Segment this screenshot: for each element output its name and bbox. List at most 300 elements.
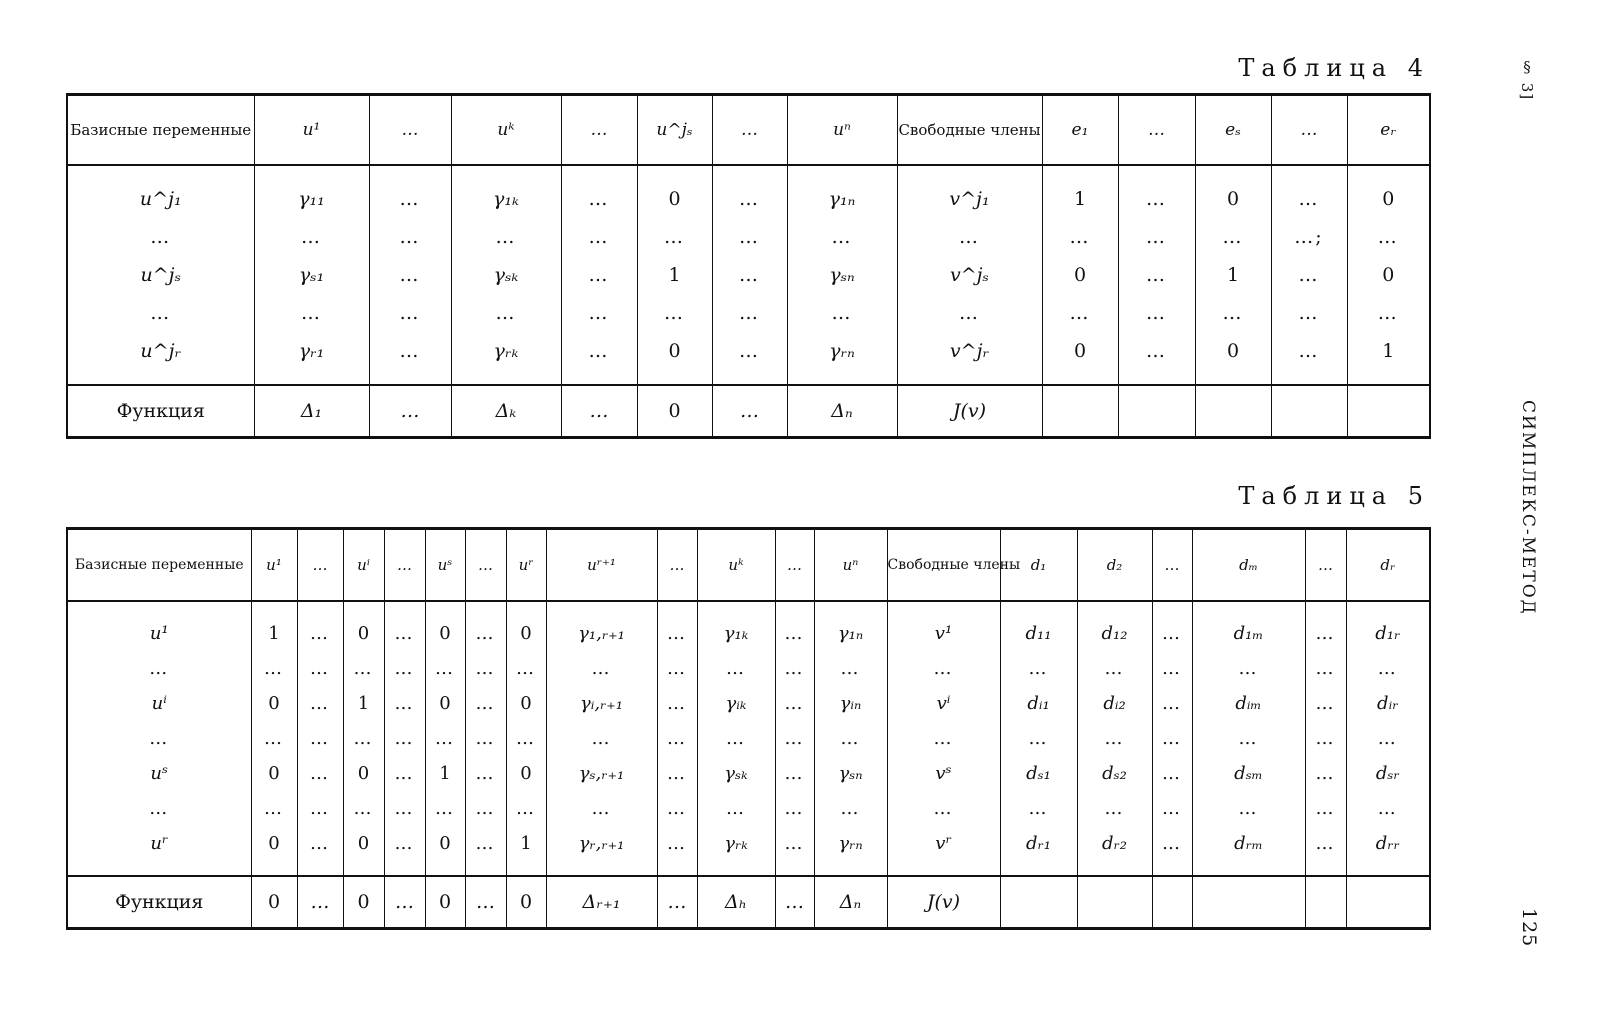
table-cell: … [1305,826,1346,861]
table-cell: … [787,218,897,256]
spacer-cell [425,601,465,616]
spacer-cell [546,601,657,616]
table-cell: … [297,651,343,686]
table-cell: γᵣₖ [697,826,775,861]
table-cell: 1 [637,256,712,294]
spacer-cell [697,861,775,876]
table-cell: … [465,616,506,651]
table-cell: v^jᵣ [897,332,1042,370]
table-cell: … [657,651,697,686]
spacer-cell [451,165,561,180]
table-cell: γₛₙ [814,756,887,791]
table-cell: … [1000,791,1077,826]
table-cell: … [1042,218,1118,256]
function-cell [1000,876,1077,929]
spacer-cell [369,165,451,180]
table-cell: 0 [251,756,297,791]
table-cell: … [1347,218,1430,256]
table-cell: γ₁₁ [254,180,369,218]
table-cell: γᵣₙ [787,332,897,370]
column-header: d₁ [1000,529,1077,602]
spacer-cell [1042,165,1118,180]
table-cell: … [297,791,343,826]
table-cell: …; [1271,218,1347,256]
table-cell: … [787,294,897,332]
table-cell: … [1118,332,1195,370]
table-cell: … [1077,721,1152,756]
table-cell: … [297,756,343,791]
table-cell: … [775,686,814,721]
table-cell: … [775,791,814,826]
table-cell: dᵣ₂ [1077,826,1152,861]
function-cell: … [775,876,814,929]
table-cell: 0 [251,826,297,861]
table-cell: 0 [1042,332,1118,370]
column-header: u¹ [251,529,297,602]
function-cell [1192,876,1305,929]
spacer-cell [1195,165,1271,180]
table-cell: … [1305,756,1346,791]
table-cell: … [1192,651,1305,686]
function-cell: … [712,385,787,438]
table-cell: 0 [343,756,384,791]
spacer-cell [561,165,637,180]
function-cell: … [465,876,506,929]
table-cell: … [297,616,343,651]
column-header: … [712,95,787,166]
table-cell: uˢ [150,763,169,784]
table-cell: … [657,616,697,651]
table-cell: … [561,294,637,332]
table-cell: γᵢₖ [697,686,775,721]
column-header: d₂ [1077,529,1152,602]
table-cell: … [775,756,814,791]
spacer-cell [297,601,343,616]
table-cell: … [1271,180,1347,218]
spacer-cell [67,861,251,876]
column-header: … [775,529,814,602]
table-cell: 0 [343,826,384,861]
table-cell: … [1152,826,1192,861]
table-cell: … [506,791,546,826]
table-cell: … [657,756,697,791]
table-cell: … [814,721,887,756]
table-row [67,256,1430,294]
table-cell: … [1305,686,1346,721]
table-cell: … [451,294,561,332]
page-number: 125 [1518,908,1540,948]
table-cell: … [369,294,451,332]
table-cell: γₛ,ᵣ₊₁ [546,756,657,791]
table-cell: … [712,332,787,370]
column-header: Базисные переменные [67,529,251,602]
function-cell: 0 [506,876,546,929]
table-cell: … [697,791,775,826]
column-header: dᵣ [1346,529,1430,602]
table-cell: … [1118,256,1195,294]
function-cell: 0 [637,385,712,438]
table-cell: … [465,686,506,721]
table-cell: … [506,651,546,686]
table-cell: … [1152,756,1192,791]
table-cell: … [369,332,451,370]
table-cell: … [1195,294,1271,332]
table-cell: … [887,651,1000,686]
table-cell: … [897,218,1042,256]
table-cell: … [369,218,451,256]
function-cell: J(v) [897,385,1042,438]
spacer-cell [254,165,369,180]
spacer-cell [251,601,297,616]
spacer-cell [254,370,369,385]
table-cell: … [1152,721,1192,756]
spacer-row [67,370,1430,385]
table-cell: 1 [506,826,546,861]
table-cell: 1 [425,756,465,791]
table-row [67,616,1430,651]
table-cell: uⁱ [151,693,167,714]
function-cell: … [297,876,343,929]
function-cell: Δ₁ [254,385,369,438]
table-cell: γₛ₁ [254,256,369,294]
function-cell: 0 [425,876,465,929]
table-cell: … [657,721,697,756]
spacer-cell [369,370,451,385]
table-cell: γ₁ₙ [814,616,887,651]
table-cell: … [297,826,343,861]
spacer-cell [1077,601,1152,616]
table-cell: … [814,651,887,686]
table-cell: … [149,728,170,749]
table-cell: d₁₂ [1077,616,1152,651]
table-cell: … [149,658,170,679]
table-cell: … [451,218,561,256]
column-header: Базисные переменные [67,95,254,166]
spacer-cell [465,861,506,876]
spacer-cell [1305,861,1346,876]
column-header: … [1305,529,1346,602]
table-cell: … [1152,651,1192,686]
function-cell: 0 [251,876,297,929]
spacer-cell [67,370,254,385]
table-cell: … [1118,294,1195,332]
column-header: … [561,95,637,166]
table-cell: … [369,256,451,294]
function-label: Функция [67,385,254,438]
running-head-section: § 3] [1518,58,1536,101]
table-cell: … [546,651,657,686]
table-cell: vⁱ [887,686,1000,721]
table-cell: … [149,798,170,819]
column-header: Свободные члены [897,95,1042,166]
table-cell: … [384,721,425,756]
table-cell: … [1042,294,1118,332]
table-cell: … [897,294,1042,332]
spacer-row [67,861,1430,876]
spacer-cell [775,601,814,616]
table-cell: … [506,721,546,756]
table-cell: … [150,226,172,248]
table-cell: … [1305,616,1346,651]
table-row [67,294,1430,332]
spacer-cell [251,861,297,876]
spacer-cell [67,165,254,180]
function-cell [1042,385,1118,438]
table-cell: 0 [506,616,546,651]
table-cell: 0 [343,616,384,651]
column-header: … [297,529,343,602]
spacer-cell [561,370,637,385]
table-row [67,721,1430,756]
function-cell: … [369,385,451,438]
table-cell: … [887,721,1000,756]
table-cell: dᵣₘ [1192,826,1305,861]
function-cell [1305,876,1346,929]
function-label: Функция [67,876,251,929]
table-cell: … [369,180,451,218]
table-cell: vʳ [887,826,1000,861]
table-cell: 1 [251,616,297,651]
spacer-cell [1346,601,1430,616]
table-cell: … [1118,180,1195,218]
table-cell: γₛₙ [787,256,897,294]
table-cell: dₛᵣ [1346,756,1430,791]
column-header: uᵏ [697,529,775,602]
table-cell: … [297,721,343,756]
table-cell: … [546,721,657,756]
table-cell: γ₁ₖ [451,180,561,218]
table-cell: … [1152,791,1192,826]
running-head-title: СИМПЛЕКС-МЕТОД [1518,400,1538,616]
table-cell: … [384,686,425,721]
spacer-cell [1118,165,1195,180]
spacer-cell [787,370,897,385]
table-cell: … [657,791,697,826]
table-cell: … [150,302,172,324]
table-cell: … [775,616,814,651]
spacer-row [67,165,1430,180]
spacer-cell [1346,861,1430,876]
spacer-cell [465,601,506,616]
table-cell: … [814,791,887,826]
column-header: … [1271,95,1347,166]
table-cell: … [384,826,425,861]
table-cell: γᵣ,ᵣ₊₁ [546,826,657,861]
table-cell: 1 [1195,256,1271,294]
table-cell: u¹ [149,623,169,644]
function-cell: 0 [343,876,384,929]
table-cell: dₛₘ [1192,756,1305,791]
table-cell: γᵢₙ [814,686,887,721]
column-header: … [1118,95,1195,166]
table-cell: … [637,294,712,332]
table-cell: uʳ [150,833,169,854]
table-cell: u^jₛ [140,264,181,286]
table-cell: … [384,791,425,826]
table-cell: γᵣₖ [451,332,561,370]
table-cell: γ₁ₖ [697,616,775,651]
table-cell: … [1000,721,1077,756]
table-cell: … [775,826,814,861]
function-cell [1152,876,1192,929]
spacer-cell [897,165,1042,180]
table-cell: d₁ₘ [1192,616,1305,651]
spacer-cell [1195,370,1271,385]
table-cell: … [465,721,506,756]
table-cell: … [1346,721,1430,756]
column-header: uⁿ [814,529,887,602]
table-cell: … [697,721,775,756]
function-row [67,876,1430,929]
table-cell: γₛₖ [451,256,561,294]
table-cell: 0 [1347,180,1430,218]
column-header: u^jₛ [637,95,712,166]
spacer-cell [67,601,251,616]
spacer-cell [637,165,712,180]
table-cell: … [697,651,775,686]
spacer-cell [712,165,787,180]
spacer-cell [657,861,697,876]
column-header: uⁿ [787,95,897,166]
table-cell: … [297,686,343,721]
function-cell [1077,876,1152,929]
simplex-table-5 [66,527,1431,930]
column-header: … [384,529,425,602]
function-cell [1271,385,1347,438]
spacer-cell [1118,370,1195,385]
table-cell: … [254,294,369,332]
table-cell: … [465,651,506,686]
spacer-cell [297,861,343,876]
simplex-table-4 [66,93,1431,439]
table-cell: 0 [506,686,546,721]
table-cell: dₛ₁ [1000,756,1077,791]
spacer-cell [1042,370,1118,385]
table-cell: … [561,256,637,294]
spacer-cell [1000,601,1077,616]
table-cell: … [775,721,814,756]
table-cell: 0 [425,826,465,861]
table-cell: v^j₁ [897,180,1042,218]
column-header: … [465,529,506,602]
table-cell: … [384,616,425,651]
spacer-cell [814,601,887,616]
table-cell: 0 [425,616,465,651]
table-cell: 0 [251,686,297,721]
function-cell: Δₖ [451,385,561,438]
spacer-cell [384,601,425,616]
spacer-row [67,601,1430,616]
table-cell: … [561,180,637,218]
spacer-cell [787,165,897,180]
function-cell: Δᵣ₊₁ [546,876,657,929]
spacer-cell [546,861,657,876]
table-cell: … [1152,686,1192,721]
table-cell: v^jₛ [897,256,1042,294]
table-cell: dᵣᵣ [1346,826,1430,861]
spacer-cell [1305,601,1346,616]
table-cell: 0 [1042,256,1118,294]
table-cell: dᵣ₁ [1000,826,1077,861]
spacer-cell [637,370,712,385]
spacer-cell [1347,165,1430,180]
table-4-caption: Таблица 4 [1238,54,1430,82]
function-cell [1195,385,1271,438]
column-header: … [369,95,451,166]
table-cell: 0 [1347,256,1430,294]
table-cell: … [1077,651,1152,686]
column-header: uʳ [506,529,546,602]
table-cell: γᵢ,ᵣ₊₁ [546,686,657,721]
function-cell [1346,876,1430,929]
table-row [67,826,1430,861]
table-cell: … [887,791,1000,826]
spacer-cell [1152,601,1192,616]
spacer-cell [425,861,465,876]
spacer-cell [712,370,787,385]
table-cell: … [712,218,787,256]
table-cell: … [1346,651,1430,686]
function-cell [1347,385,1430,438]
table-cell: 0 [1195,180,1271,218]
table-row [67,180,1430,218]
table-cell: 0 [425,686,465,721]
column-header: … [1152,529,1192,602]
spacer-cell [775,861,814,876]
spacer-cell [343,601,384,616]
table-cell: 1 [343,686,384,721]
column-header: uˢ [425,529,465,602]
header-row [67,95,1430,166]
table-row [67,218,1430,256]
spacer-cell [343,861,384,876]
table-cell: γᵣ₁ [254,332,369,370]
table-cell: … [712,294,787,332]
table-cell: … [425,721,465,756]
table-cell: d₁₁ [1000,616,1077,651]
table-cell: u^j₁ [139,188,182,210]
function-cell: Δₙ [787,385,897,438]
table-cell: … [561,332,637,370]
table-cell: … [251,791,297,826]
spacer-cell [1347,370,1430,385]
table-cell: 1 [1347,332,1430,370]
table-cell: … [1192,721,1305,756]
table-cell: … [637,218,712,256]
column-header: dₘ [1192,529,1305,602]
table-cell: d₁ᵣ [1346,616,1430,651]
spacer-cell [384,861,425,876]
table-cell: … [712,256,787,294]
table-cell: … [251,651,297,686]
table-cell: … [1347,294,1430,332]
table-cell: γₛₖ [697,756,775,791]
table-cell: dᵢᵣ [1346,686,1430,721]
function-cell: J(v) [887,876,1000,929]
spacer-cell [897,370,1042,385]
spacer-cell [697,601,775,616]
table-cell: … [712,180,787,218]
table-cell: … [1077,791,1152,826]
column-header: Свободные члены [887,529,1000,602]
table-cell: … [251,721,297,756]
function-cell [1118,385,1195,438]
table-row [67,332,1430,370]
table-cell: … [1305,791,1346,826]
column-header: eᵣ [1347,95,1430,166]
table-cell: … [425,791,465,826]
table-cell: … [384,651,425,686]
